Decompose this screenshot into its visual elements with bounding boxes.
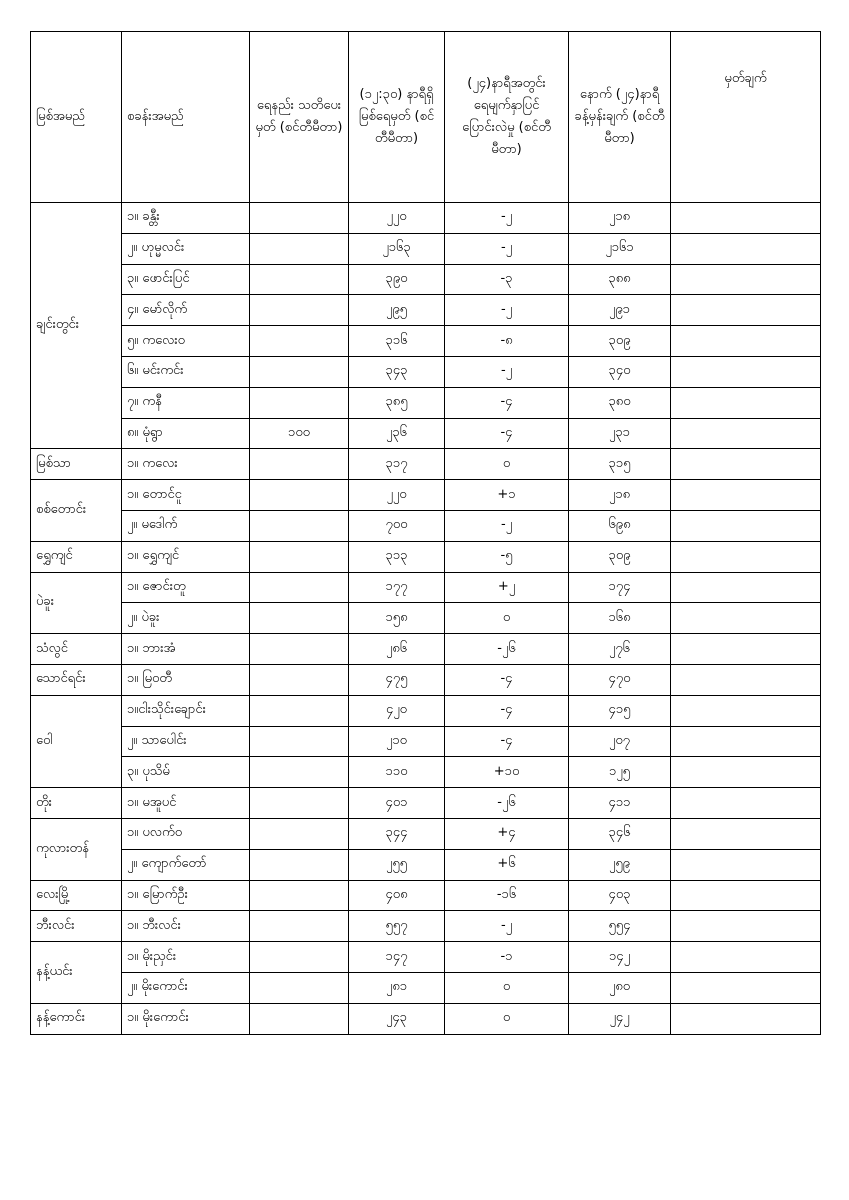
change-24h-cell: -၈	[445, 326, 569, 357]
remarks-cell	[671, 510, 821, 541]
level-now-cell: ၁၅၈	[349, 603, 445, 634]
station-cell: ၈။ မုံရွာ	[122, 418, 250, 449]
remarks-cell	[671, 203, 821, 234]
river-name-cell: နန့်ကောင်း	[31, 1003, 122, 1034]
station-cell: ၁။ တောင်ငူ	[122, 480, 250, 511]
change-24h-cell: -၄	[445, 726, 569, 757]
table-row	[31, 203, 821, 234]
station-cell: ၁။ ဘီးလင်း	[122, 911, 250, 942]
station-cell: ၁။ ခန္တီး	[122, 203, 250, 234]
river-name-cell: ဝေါ	[31, 695, 122, 787]
change-24h-cell: +၁	[445, 480, 569, 511]
danger-level-cell	[250, 757, 349, 788]
table-row	[31, 818, 821, 849]
forecast-24h-cell: ၅၅၄	[569, 911, 671, 942]
station-cell: ၄။ မော်လိုက်	[122, 295, 250, 326]
forecast-24h-cell: ၃၄၀	[569, 356, 671, 387]
station-cell: ၃။ ဖောင်းပြင်	[122, 264, 250, 295]
remarks-cell	[671, 449, 821, 480]
remarks-cell	[671, 356, 821, 387]
header-station: စခန်းအမည်	[122, 32, 250, 203]
change-24h-cell: +၆	[445, 849, 569, 880]
forecast-24h-cell: ၄၀၃	[569, 880, 671, 911]
change-24h-cell: -၁	[445, 942, 569, 973]
table-row	[31, 695, 821, 726]
change-24h-cell: -၂	[445, 911, 569, 942]
station-cell: ၂။ မဒေါက်	[122, 510, 250, 541]
forecast-24h-cell: ၂၅၉	[569, 849, 671, 880]
station-cell: ၁။ မအူပင်	[122, 788, 250, 819]
table-row	[31, 449, 821, 480]
table-row	[31, 911, 821, 942]
forecast-24h-cell: ၁၂၅	[569, 757, 671, 788]
level-now-cell: ၁၁၀	[349, 757, 445, 788]
danger-level-cell	[250, 449, 349, 480]
danger-level-cell	[250, 942, 349, 973]
forecast-24h-cell: ၂၁၈	[569, 480, 671, 511]
remarks-cell	[671, 726, 821, 757]
header-danger-level: ရေနည်း သတိပေးမှတ် (စင်တီမီတာ)	[250, 32, 349, 203]
table-header	[31, 32, 821, 203]
river-name-cell: ပဲခူး	[31, 572, 122, 634]
remarks-cell	[671, 1003, 821, 1034]
table-row	[31, 849, 821, 880]
forecast-24h-cell: ၃၈၈	[569, 264, 671, 295]
danger-level-cell	[250, 726, 349, 757]
remarks-cell	[671, 541, 821, 572]
change-24h-cell: -၄	[445, 418, 569, 449]
station-cell: ၁။ငါးသိုင်းချောင်း	[122, 695, 250, 726]
level-now-cell: ၂၄၃	[349, 1003, 445, 1034]
table-row	[31, 1003, 821, 1034]
level-now-cell: ၂၈၆	[349, 634, 445, 665]
danger-level-cell	[250, 203, 349, 234]
river-name-cell: တိုး	[31, 788, 122, 819]
danger-level-cell	[250, 264, 349, 295]
danger-level-cell	[250, 880, 349, 911]
river-name-cell: စစ်တောင်း	[31, 480, 122, 542]
table-row	[31, 757, 821, 788]
table-row	[31, 634, 821, 665]
danger-level-cell	[250, 849, 349, 880]
remarks-cell	[671, 818, 821, 849]
danger-level-cell	[250, 818, 349, 849]
table-row	[31, 788, 821, 819]
station-cell: ၁။ မြောက်ဦး	[122, 880, 250, 911]
table-row	[31, 480, 821, 511]
change-24h-cell: +၂	[445, 572, 569, 603]
table-row	[31, 880, 821, 911]
forecast-24h-cell: ၆၉၈	[569, 510, 671, 541]
river-name-cell: ချင်းတွင်း	[31, 203, 122, 449]
station-cell: ၇။ ကနီ	[122, 387, 250, 418]
river-name-cell: ကုလားတန်	[31, 818, 122, 880]
level-now-cell: ၂၁၀	[349, 726, 445, 757]
forecast-24h-cell: ၂၃၁	[569, 418, 671, 449]
river-name-cell: သံလွင်	[31, 634, 122, 665]
station-cell: ၅။ ကလေးဝ	[122, 326, 250, 357]
forecast-24h-cell: ၂၁၆၁	[569, 233, 671, 264]
forecast-24h-cell: ၂၇၆	[569, 634, 671, 665]
change-24h-cell: ၀	[445, 972, 569, 1003]
forecast-24h-cell: ၃၀၉	[569, 326, 671, 357]
danger-level-cell	[250, 603, 349, 634]
station-cell: ၂။ သာပေါင်း	[122, 726, 250, 757]
station-cell: ၁။ မိုးကောင်း	[122, 1003, 250, 1034]
remarks-cell	[671, 695, 821, 726]
river-name-cell: နန့်ယင်း	[31, 942, 122, 1004]
river-name-cell: မြစ်သာ	[31, 449, 122, 480]
table-row	[31, 942, 821, 973]
header-change-24h: (၂၄)နာရီအတွင်း ရေမျက်နှာပြင် ပြောင်းလဲမှု (စင်တီမီတာ)	[445, 32, 569, 203]
header-remarks: မှတ်ချက်	[671, 32, 821, 203]
station-cell: ၁။ ရွှေကျင်	[122, 541, 250, 572]
header-river: မြစ်အမည်	[31, 32, 122, 203]
station-cell: ၃။ ပုသိမ်	[122, 757, 250, 788]
remarks-cell	[671, 849, 821, 880]
remarks-cell	[671, 326, 821, 357]
station-cell: ၁။ မြဝတီ	[122, 664, 250, 695]
level-now-cell: ၂၉၅	[349, 295, 445, 326]
river-name-cell: လေးမြို့	[31, 880, 122, 911]
level-now-cell: ၃၈၅	[349, 387, 445, 418]
level-now-cell: ၃၄၃	[349, 356, 445, 387]
remarks-cell	[671, 942, 821, 973]
header-level-now: (၁၂:၃၀) နာရီရှိ မြစ်ရေမှတ် (စင်တီမီတာ)	[349, 32, 445, 203]
change-24h-cell: -၂	[445, 295, 569, 326]
station-cell: ၂။ ဟုမ္မလင်း	[122, 233, 250, 264]
table-body	[31, 203, 821, 1035]
station-cell: ၁။ ကလေး	[122, 449, 250, 480]
change-24h-cell: +၄	[445, 818, 569, 849]
station-cell: ၁။ ဇောင်းတူ	[122, 572, 250, 603]
forecast-24h-cell: ၃၄၆	[569, 818, 671, 849]
header-forecast-24h: နောက် (၂၄)နာရီ ခန့်မှန်းချက် (စင်တီမီတာ)	[569, 32, 671, 203]
forecast-24h-cell: ၄၁၅	[569, 695, 671, 726]
table-row	[31, 972, 821, 1003]
danger-level-cell	[250, 541, 349, 572]
level-now-cell: ၄၀၈	[349, 880, 445, 911]
table-row	[31, 603, 821, 634]
remarks-cell	[671, 634, 821, 665]
river-name-cell: ဘီးလင်း	[31, 911, 122, 942]
level-now-cell: ၇၀၀	[349, 510, 445, 541]
change-24h-cell: +၁၀	[445, 757, 569, 788]
change-24h-cell: -၁၆	[445, 880, 569, 911]
danger-level-cell	[250, 695, 349, 726]
table-row	[31, 356, 821, 387]
remarks-cell	[671, 757, 821, 788]
danger-level-cell	[250, 326, 349, 357]
change-24h-cell: ၀	[445, 1003, 569, 1034]
remarks-cell	[671, 972, 821, 1003]
change-24h-cell: -၃	[445, 264, 569, 295]
level-now-cell: ၃၁၃	[349, 541, 445, 572]
remarks-cell	[671, 480, 821, 511]
remarks-cell	[671, 880, 821, 911]
danger-level-cell	[250, 387, 349, 418]
change-24h-cell: -၂၆	[445, 788, 569, 819]
forecast-24h-cell: ၂၁၈	[569, 203, 671, 234]
level-now-cell: ၃၄၄	[349, 818, 445, 849]
level-now-cell: ၃၁၇	[349, 449, 445, 480]
forecast-24h-cell: ၃၈၀	[569, 387, 671, 418]
level-now-cell: ၄၇၅	[349, 664, 445, 695]
table-row	[31, 541, 821, 572]
change-24h-cell: -၅	[445, 541, 569, 572]
forecast-24h-cell: ၁၇၄	[569, 572, 671, 603]
forecast-24h-cell: ၂၄၂	[569, 1003, 671, 1034]
danger-level-cell	[250, 572, 349, 603]
station-cell: ၂။ မိုးကောင်း	[122, 972, 250, 1003]
change-24h-cell: -၂	[445, 510, 569, 541]
level-now-cell: ၁၄၇	[349, 942, 445, 973]
danger-level-cell	[250, 1003, 349, 1034]
header-row	[31, 32, 821, 203]
danger-level-cell	[250, 480, 349, 511]
level-now-cell: ၂၅၅	[349, 849, 445, 880]
danger-level-cell	[250, 972, 349, 1003]
river-level-table	[30, 31, 821, 1035]
table-row	[31, 264, 821, 295]
station-cell: ၁။ ပလက်ဝ	[122, 818, 250, 849]
level-now-cell: ၂၁၆၃	[349, 233, 445, 264]
table-row	[31, 295, 821, 326]
table-row	[31, 233, 821, 264]
level-now-cell: ၂၂၀	[349, 203, 445, 234]
forecast-24h-cell: ၁၄၂	[569, 942, 671, 973]
forecast-24h-cell: ၃၁၅	[569, 449, 671, 480]
forecast-24h-cell: ၁၆၈	[569, 603, 671, 634]
forecast-24h-cell: ၃၀၉	[569, 541, 671, 572]
table-row	[31, 326, 821, 357]
station-cell: ၁။ ဘားအံ	[122, 634, 250, 665]
forecast-24h-cell: ၄၇၀	[569, 664, 671, 695]
remarks-cell	[671, 788, 821, 819]
danger-level-cell: ၁၀၀	[250, 418, 349, 449]
level-now-cell: ၂၂၀	[349, 480, 445, 511]
change-24h-cell: -၂	[445, 233, 569, 264]
level-now-cell: ၅၅၇	[349, 911, 445, 942]
remarks-cell	[671, 603, 821, 634]
danger-level-cell	[250, 233, 349, 264]
change-24h-cell: -၄	[445, 695, 569, 726]
table-row	[31, 510, 821, 541]
danger-level-cell	[250, 510, 349, 541]
river-name-cell: သောင်ရင်း	[31, 664, 122, 695]
remarks-cell	[671, 264, 821, 295]
remarks-cell	[671, 233, 821, 264]
forecast-24h-cell: ၂၉၁	[569, 295, 671, 326]
change-24h-cell: -၄	[445, 664, 569, 695]
change-24h-cell: ၀	[445, 603, 569, 634]
change-24h-cell: -၂	[445, 203, 569, 234]
level-now-cell: ၂၃၆	[349, 418, 445, 449]
table-row	[31, 726, 821, 757]
station-cell: ၂။ ကျောက်တော်	[122, 849, 250, 880]
remarks-cell	[671, 418, 821, 449]
danger-level-cell	[250, 295, 349, 326]
forecast-24h-cell: ၂၈၀	[569, 972, 671, 1003]
level-now-cell: ၃၉၀	[349, 264, 445, 295]
remarks-cell	[671, 387, 821, 418]
table-row	[31, 572, 821, 603]
table-row	[31, 418, 821, 449]
remarks-cell	[671, 911, 821, 942]
level-now-cell: ၄၂၀	[349, 695, 445, 726]
forecast-24h-cell: ၄၁၁	[569, 788, 671, 819]
table-row	[31, 387, 821, 418]
change-24h-cell: -၂၆	[445, 634, 569, 665]
danger-level-cell	[250, 634, 349, 665]
level-now-cell: ၂၈၁	[349, 972, 445, 1003]
danger-level-cell	[250, 788, 349, 819]
station-cell: ၆။ မင်းကင်း	[122, 356, 250, 387]
change-24h-cell: -၄	[445, 387, 569, 418]
danger-level-cell	[250, 356, 349, 387]
change-24h-cell: ၀	[445, 449, 569, 480]
level-now-cell: ၄၀၁	[349, 788, 445, 819]
station-cell: ၁။ မိုးညှင်း	[122, 942, 250, 973]
forecast-24h-cell: ၂၀၇	[569, 726, 671, 757]
danger-level-cell	[250, 911, 349, 942]
danger-level-cell	[250, 664, 349, 695]
remarks-cell	[671, 572, 821, 603]
change-24h-cell: -၂	[445, 356, 569, 387]
level-now-cell: ၃၁၆	[349, 326, 445, 357]
remarks-cell	[671, 664, 821, 695]
station-cell: ၂။ ပဲခူး	[122, 603, 250, 634]
remarks-cell	[671, 295, 821, 326]
table-row	[31, 664, 821, 695]
level-now-cell: ၁၇၇	[349, 572, 445, 603]
river-name-cell: ရွှေကျင်	[31, 541, 122, 572]
